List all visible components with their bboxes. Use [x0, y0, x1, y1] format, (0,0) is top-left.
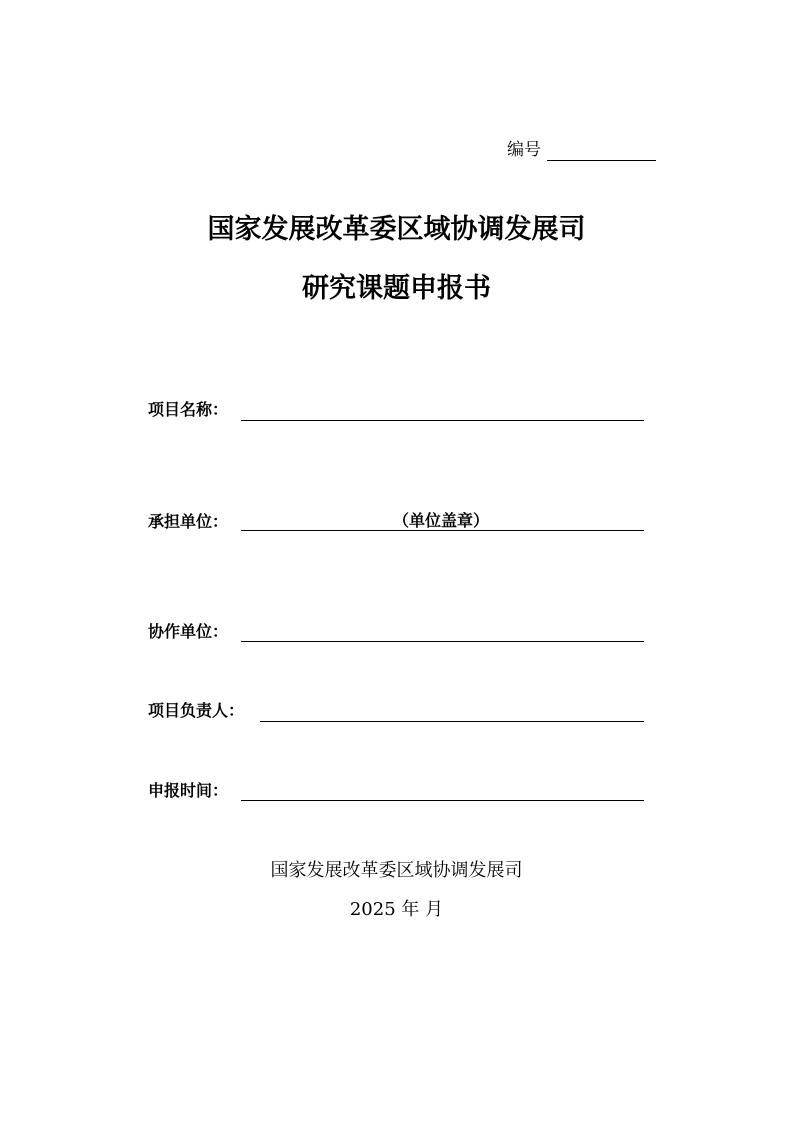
title-line-2: 研究课题申报书: [302, 273, 491, 304]
serial-number-label: 编号: [507, 140, 541, 160]
project-name-label: 项目名称：: [148, 400, 229, 419]
footer-year-unit: 年: [401, 899, 420, 920]
footer-month-unit: 月: [425, 899, 444, 920]
title-line-1: 国家发展改革委区域协调发展司: [207, 214, 586, 245]
application-time-label: 申报时间：: [148, 781, 229, 800]
project-name-field[interactable]: [241, 420, 644, 421]
application-time-field[interactable]: [241, 800, 644, 801]
footer-date: [0, 898, 793, 922]
cooperating-unit-label: 协作单位：: [148, 622, 229, 641]
cooperating-unit-field[interactable]: [241, 641, 644, 642]
project-leader-label: 项目负责人：: [148, 701, 245, 720]
undertaking-unit-label: 承担单位：: [148, 512, 229, 531]
footer-organization: 国家发展改革委区域协调发展司: [270, 860, 523, 881]
footer-year: 2025: [349, 899, 396, 920]
project-leader-field[interactable]: [260, 721, 644, 722]
serial-number-field[interactable]: [547, 160, 656, 161]
unit-seal-note: （单位盖章）: [393, 511, 490, 530]
